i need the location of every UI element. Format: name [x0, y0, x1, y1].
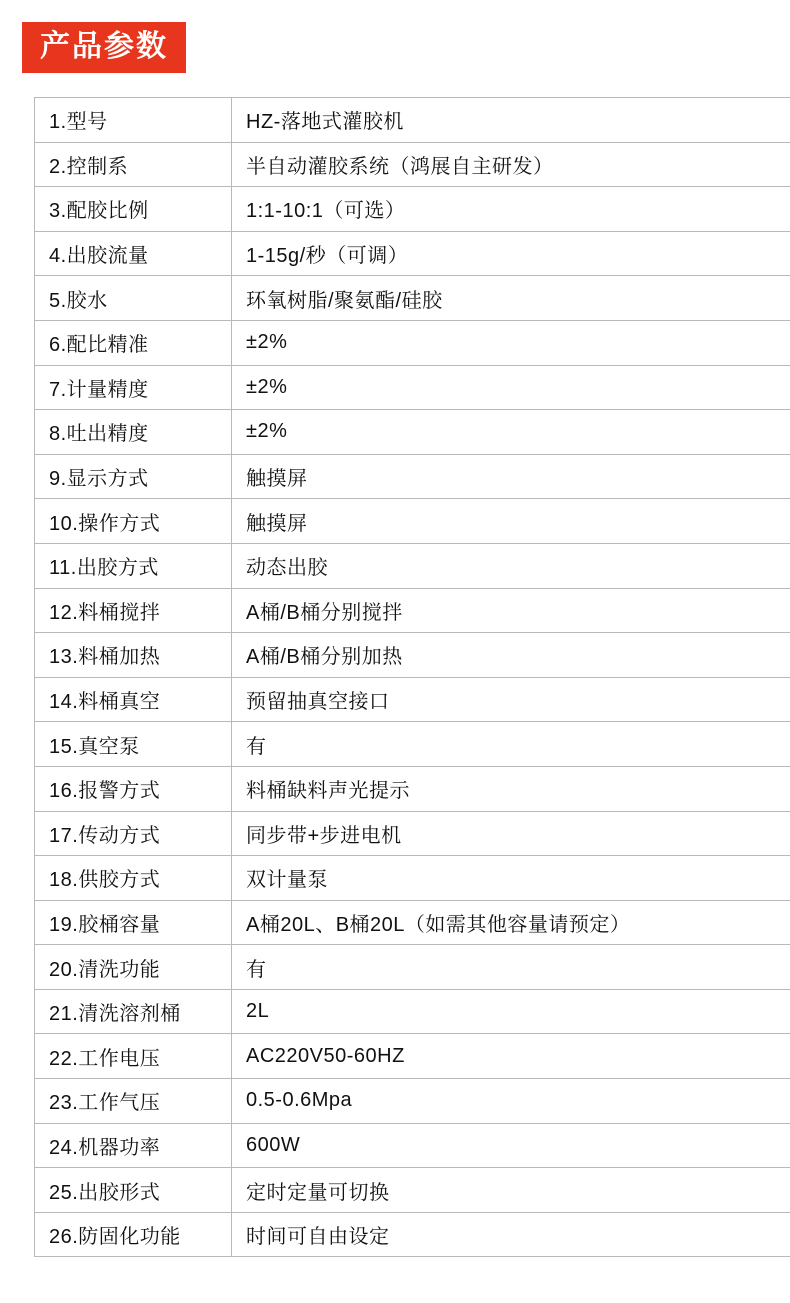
spec-value: 0.5-0.6Mpa	[232, 1079, 790, 1124]
table-row	[35, 945, 790, 990]
table-row	[35, 499, 790, 544]
table-row	[35, 633, 790, 678]
spec-value: 触摸屏	[232, 499, 790, 544]
table-row	[35, 365, 790, 410]
table-row	[35, 231, 790, 276]
spec-value: 有	[232, 945, 790, 990]
table-row	[35, 142, 790, 187]
table-row	[35, 900, 790, 945]
spec-label: 6.配比精准	[35, 320, 232, 365]
spec-label: 7.计量精度	[35, 365, 232, 410]
page-header	[0, 0, 790, 73]
table-row	[35, 1079, 790, 1124]
spec-value: 时间可自由设定	[232, 1212, 790, 1257]
spec-label: 11.出胶方式	[35, 543, 232, 588]
spec-label: 23.工作气压	[35, 1079, 232, 1124]
spec-label: 17.传动方式	[35, 811, 232, 856]
table-row	[35, 766, 790, 811]
spec-label: 2.控制系	[35, 142, 232, 187]
spec-label: 3.配胶比例	[35, 187, 232, 232]
spec-label: 21.清洗溶剂桶	[35, 989, 232, 1034]
spec-label: 25.出胶形式	[35, 1168, 232, 1213]
spec-label: 14.料桶真空	[35, 677, 232, 722]
table-row	[35, 320, 790, 365]
spec-value: A桶/B桶分别搅拌	[232, 588, 790, 633]
spec-value: 动态出胶	[232, 543, 790, 588]
spec-value: ±2%	[232, 320, 790, 365]
spec-label: 16.报警方式	[35, 766, 232, 811]
table-row	[35, 989, 790, 1034]
spec-label: 4.出胶流量	[35, 231, 232, 276]
spec-label: 1.型号	[35, 98, 232, 143]
spec-label: 12.料桶搅拌	[35, 588, 232, 633]
table-row	[35, 677, 790, 722]
spec-value: A桶/B桶分别加热	[232, 633, 790, 678]
spec-value: 双计量泵	[232, 856, 790, 901]
table-row	[35, 722, 790, 767]
spec-label: 18.供胶方式	[35, 856, 232, 901]
table-row	[35, 588, 790, 633]
table-row	[35, 410, 790, 455]
spec-value: 1:1-10:1（可选）	[232, 187, 790, 232]
spec-value: 定时定量可切换	[232, 1168, 790, 1213]
spec-label: 24.机器功率	[35, 1123, 232, 1168]
spec-value: 有	[232, 722, 790, 767]
spec-value: 600W	[232, 1123, 790, 1168]
table-row	[35, 543, 790, 588]
spec-table-body	[35, 98, 790, 1257]
spec-label: 15.真空泵	[35, 722, 232, 767]
table-row	[35, 1123, 790, 1168]
table-row	[35, 1034, 790, 1079]
table-row	[35, 1168, 790, 1213]
table-row	[35, 454, 790, 499]
table-row	[35, 1212, 790, 1257]
spec-label: 8.吐出精度	[35, 410, 232, 455]
spec-label: 5.胶水	[35, 276, 232, 321]
spec-value: ±2%	[232, 410, 790, 455]
spec-label: 22.工作电压	[35, 1034, 232, 1079]
spec-label: 13.料桶加热	[35, 633, 232, 678]
page-title: 产品参数	[22, 22, 186, 73]
spec-value: 同步带+步进电机	[232, 811, 790, 856]
spec-value: 1-15g/秒（可调）	[232, 231, 790, 276]
spec-value: 环氧树脂/聚氨酯/硅胶	[232, 276, 790, 321]
spec-value: 预留抽真空接口	[232, 677, 790, 722]
table-row	[35, 811, 790, 856]
table-row	[35, 187, 790, 232]
spec-label: 19.胶桶容量	[35, 900, 232, 945]
spec-value: 半自动灌胶系统（鸿展自主研发）	[232, 142, 790, 187]
spec-value: 2L	[232, 989, 790, 1034]
spec-value: AC220V50-60HZ	[232, 1034, 790, 1079]
table-row	[35, 98, 790, 143]
spec-label: 9.显示方式	[35, 454, 232, 499]
spec-value: 触摸屏	[232, 454, 790, 499]
spec-value: HZ-落地式灌胶机	[232, 98, 790, 143]
table-row	[35, 276, 790, 321]
spec-table	[34, 97, 790, 1257]
spec-value: A桶20L、B桶20L（如需其他容量请预定）	[232, 900, 790, 945]
spec-label: 10.操作方式	[35, 499, 232, 544]
spec-value: 料桶缺料声光提示	[232, 766, 790, 811]
spec-label: 20.清洗功能	[35, 945, 232, 990]
spec-value: ±2%	[232, 365, 790, 410]
spec-label: 26.防固化功能	[35, 1212, 232, 1257]
table-row	[35, 856, 790, 901]
